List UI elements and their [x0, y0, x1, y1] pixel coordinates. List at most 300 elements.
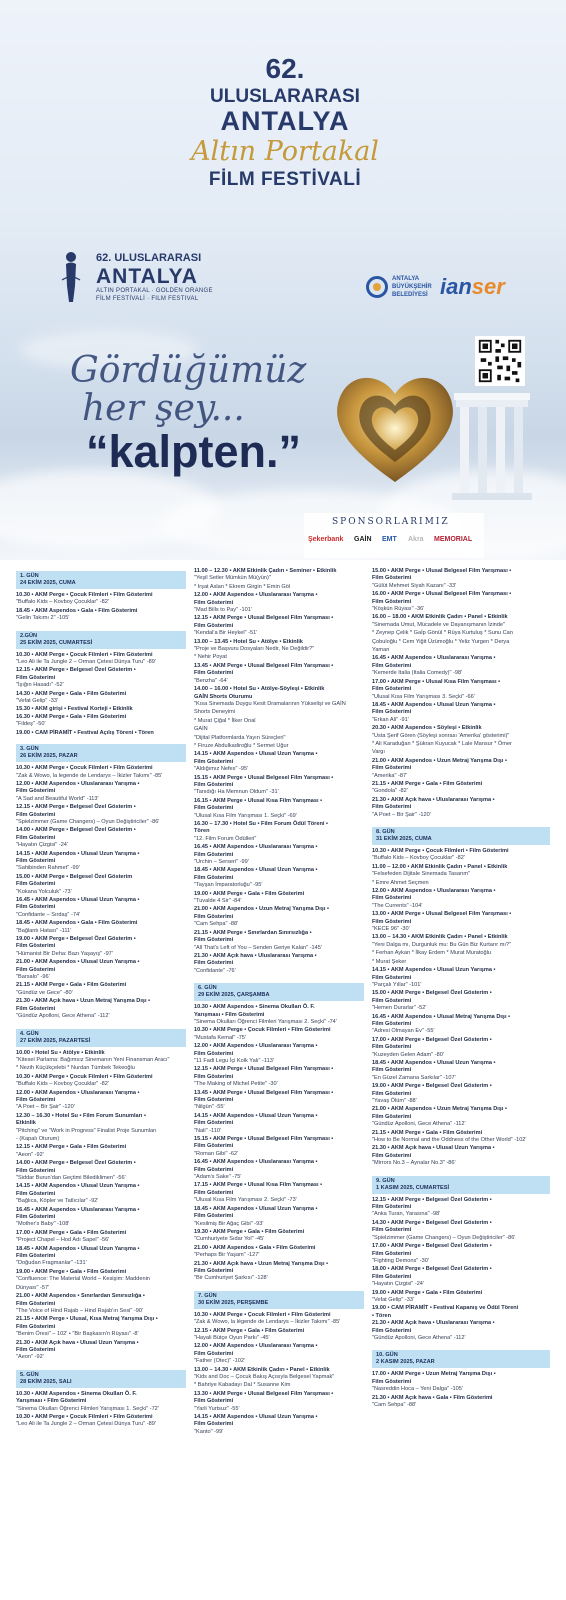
- event-heading: 17.00 • AKM Perge • Belgesel Özel Gösterim •: [372, 1036, 492, 1043]
- event-detail: "İşığın Hasadı" -52': [16, 682, 64, 689]
- event-heading: 14.00 • AKM Perge • Belgesel Özel Gösterim •: [16, 1160, 136, 1167]
- event-heading: 10.00 • Hotel Su • Atölye • Etkinlik: [16, 1049, 105, 1056]
- section-spacer: [16, 1363, 186, 1367]
- day-section: [194, 983, 364, 1288]
- event-heading: 10.30 • AKM Aspendos • Sinema Okulları Ö. F.: [16, 1390, 137, 1397]
- event-detail: "Benzha" -64': [194, 677, 228, 684]
- event-heading: Film Gösterimi: [16, 1253, 56, 1260]
- event-heading: 19.00 • CAM PİRAMİT • Festival Açılış Töreni • Tören: [16, 729, 154, 736]
- event-detail: "Hayatın Çizgisi" -24': [16, 842, 68, 849]
- event-heading: 10.30 • AKM Perge • Çocuk Filmleri • Film Gösterimi: [16, 1073, 153, 1080]
- event-heading: 12.15 • AKM Perge • Ulusal Belgesel Film Yarışması •: [194, 1066, 334, 1073]
- event-detail: "Nali" -110': [194, 1127, 222, 1134]
- event-heading: Film Gösterimi: [372, 1250, 412, 1257]
- event-detail: "Adam's Sake" -75': [194, 1174, 242, 1181]
- event-heading: 12.00 • AKM Aspendos • Uluslararası Yarışma •: [16, 780, 140, 787]
- sponsor-logo: Şekerbank: [308, 536, 344, 543]
- event-heading: Film Gösterimi: [372, 918, 412, 925]
- event-heading: 19.00 • AKM Perge • Gala • Film Gösterimi: [16, 1268, 127, 1275]
- event-detail: * Murat Şeker: [372, 958, 407, 965]
- event-detail: * Ferhan Aykan * İlkay Erdem * Murat Muratoğlu: [372, 950, 491, 957]
- event-heading: 14.15 • AKM Aspendos • Ulusal Uzun Yarışma •: [372, 967, 496, 974]
- day-date: 2 KASIM 2025, PAZAR: [376, 1359, 435, 1366]
- event-detail: "Parçalı Yıllar" -101': [372, 981, 422, 988]
- event-detail: "How to Be Normal and the Oddness of the Other World" -102': [372, 1137, 527, 1144]
- event-heading: Yarışması • Film Gösterimi: [194, 1011, 265, 1018]
- day-header: [16, 1370, 186, 1388]
- event-heading: 11.00 – 12.30 • AKM Etkinlik Çadırı • Seminer • Etkinlik: [194, 568, 337, 574]
- event-detail: Dünyası" -57': [16, 1284, 50, 1291]
- day-section: [16, 744, 186, 1025]
- event-detail: "Siddar Burun'dan Geçtimi Bilediklimen" -56': [16, 1175, 126, 1181]
- sponsor-logo: Akra: [408, 536, 424, 543]
- sponsor-logo: MEMORIAL: [434, 536, 473, 543]
- event-heading: 10.30 • AKM Perge • Çocuk Filmleri • Film Gösterimi: [372, 848, 509, 854]
- event-detail: "Gündüz Apolloni, Gece Athena" -112': [372, 1334, 466, 1341]
- event-heading: 21.30 • AKM Açık hava • Uluslararası Yarışma •: [372, 1320, 495, 1327]
- event-detail: "Adresi Olmayan Ev" -55': [372, 1028, 435, 1035]
- day-number: 2.GÜN: [20, 632, 38, 639]
- event-heading: 14.15 • AKM Aspendos • Ulusal Uzun Yarışma •: [194, 1414, 318, 1421]
- event-detail: "Sinema Okulları Öğrenci Filmleri Yarışması 2. Seçki" -74': [194, 1018, 337, 1025]
- event-heading: 13.45 • AKM Perge • Ulusal Belgesel Film Yarışması •: [194, 662, 334, 669]
- event-heading: Film Gösterimi: [372, 1113, 412, 1120]
- event-detail: "Nilgün" -55': [194, 1104, 225, 1111]
- event-detail: "Bağlantı Hatası" -111': [16, 927, 72, 934]
- event-heading: 10.30 • AKM Perge • Çocuk Filmleri • Film Gösterimi: [16, 651, 153, 658]
- event-heading: 16.45 • AKM Aspendos • Uluslararası Yarışma •: [16, 1206, 140, 1213]
- day-section: [194, 568, 364, 980]
- event-detail: "Spielzimmer (Game Changers) – Oyun Değiştiriciler" -86': [16, 818, 160, 825]
- event-heading: 17.00 • AKM Perge • Belgesel Özel Gösterim •: [372, 1243, 492, 1250]
- event-heading: Film Gösterimi: [194, 1213, 234, 1220]
- event-detail: "Benim Öresi" – 102' • "Bir Başkasın'n Rüyası" -8': [16, 1331, 139, 1338]
- event-detail: "The Currents" -104': [372, 902, 423, 909]
- event-detail: "Pitching" ve "Work in Progress" Finalist Proje Sunumları: [16, 1127, 157, 1134]
- event-heading: 21.00 • AKM Aspendos • Uzun Metraj Yarışma Dışı •: [194, 906, 329, 913]
- festival-logo: [52, 248, 232, 308]
- event-heading: 12.00 • AKM Aspendos • Uluslararası Yarışma •: [194, 1043, 318, 1050]
- event-heading: 21.00 • AKM Aspendos • Uzun Metraj Yarışma Dışı •: [372, 757, 507, 764]
- event-heading: 21.00 • AKM Aspendos • Sınırlardan Sınırsızlığa •: [16, 1293, 145, 1300]
- event-heading: 15.00 • AKM Perge • Ulusal Belgesel Film Yarışması •: [372, 568, 512, 574]
- sponsors-title: SPONSORLARIMIZ: [332, 517, 450, 527]
- event-detail: "Yavaş Ölüm" -88': [372, 1098, 417, 1104]
- event-detail: "Kokana Yolculuk" -73': [16, 888, 72, 895]
- event-detail: "Erkan Ali" -91': [372, 716, 409, 723]
- logo-subtitle-1: ALTIN PORTAKAL · GOLDEN ORANGE: [96, 288, 213, 294]
- event-heading: 13.00 – 13.45 • Hotel Su • Atölye • Etkinlik: [194, 638, 303, 645]
- event-detail: "Father (Otec)" -102': [194, 1358, 246, 1365]
- event-detail: "Amerika" -87': [372, 772, 408, 779]
- event-detail: "Vefat Gelip" -33': [16, 698, 59, 705]
- event-detail: "Kuzeyden Gelen Adam" -80': [372, 1051, 444, 1058]
- event-heading: Film Gösterimi: [194, 874, 234, 881]
- event-heading: 18.45 • AKM Aspendos • Ulusal Uzun Yarışma •: [372, 701, 496, 708]
- event-detail: "The Making of Michel Petite" -30': [194, 1081, 278, 1088]
- day-section: [372, 827, 550, 1173]
- event-heading: 19.00 • AKM Perge • Belgesel Özel Gösterim •: [16, 936, 136, 943]
- event-heading: 15.00 • AKM Perge • Belgesel Özel Gösterim: [16, 873, 133, 880]
- event-detail: "KECE 96" -30': [372, 926, 410, 933]
- title-altin-portakal: Altın Portakal: [191, 136, 379, 167]
- golden-orange-statue-icon: [58, 250, 84, 304]
- event-heading: 18.45 • AKM Aspendos • Gala • Film Gösterimi: [16, 920, 138, 927]
- event-detail: "Hümanist Bir Deha: Bazı Yaşayış" -97': [16, 950, 113, 957]
- event-heading: 14.00 – 16.00 • Hotel Su • Atölye-Söyleşi • Etkinlik: [194, 686, 325, 693]
- anser-logo-a: ian: [440, 274, 472, 299]
- event-heading: Film Gösterimi: [16, 674, 56, 681]
- day-number: 7. GÜN: [198, 1292, 217, 1299]
- event-detail: "Ulusal Kısa Film Yarışması 3. Seçki" -66': [372, 693, 475, 700]
- event-heading: Film Gösterimi: [194, 1166, 234, 1173]
- event-heading: 21.30 • AKM Açık hava • Uzun Metraj Yarışma Dışı •: [16, 998, 151, 1005]
- program-column-1: [16, 568, 186, 1434]
- event-detail: "Fighting Demons" -30': [372, 1257, 429, 1264]
- event-heading: Film Gösterimi: [16, 1214, 56, 1221]
- day-section: [372, 1350, 550, 1414]
- event-heading: 12.00 • AKM Aspendos • Uluslararası Yarışma •: [16, 1089, 140, 1096]
- event-heading: GAİN Shorts Oturumu: [194, 693, 253, 700]
- event-heading: Film Gösterimi: [372, 1044, 412, 1051]
- event-heading: 18.45 • AKM Aspendos • Ulusal Uzun Yarışma •: [194, 1205, 318, 1212]
- day-number: 9. GÜN: [376, 1177, 395, 1184]
- event-heading: Etkinlik: [16, 1120, 36, 1127]
- event-detail: "Sinemada Umut, Mücadele ve Dayanışmanın İzinde": [372, 621, 506, 628]
- event-heading: Film Gösterimi: [372, 1204, 412, 1211]
- event-detail: "Cam Sehpa" -88': [372, 1402, 417, 1408]
- day-number: 10. GÜN: [376, 1352, 398, 1359]
- event-heading: 12.00 • AKM Aspendos • Uluslararası Yarışma •: [372, 888, 496, 895]
- partner-logos: [360, 272, 520, 312]
- day-section: [16, 1370, 186, 1434]
- event-detail: "Mirrors No.3 – Aynalar No.3" -86': [372, 1160, 456, 1167]
- event-heading: Film Gösterimi: [372, 686, 412, 693]
- event-detail: * Murat Çiğal * İlker Onal: [194, 717, 256, 724]
- event-heading: 19.00 • CAM PİRAMİT • Festival Kapanış ve Ödül Töreni: [372, 1305, 519, 1312]
- municipality-name-2: BÜYÜKŞEHİR: [392, 284, 432, 290]
- event-heading: 17.15 • AKM Perge • Ulusal Kısa Film Yarışması •: [194, 1182, 323, 1189]
- event-heading: 19.30 • AKM Perge • Gala • Film Gösterimi: [194, 1228, 305, 1235]
- event-detail: "Bir Cumhuriyet Şarkısı" -128': [194, 1275, 268, 1282]
- event-detail: GAİN: [194, 726, 208, 733]
- event-detail: "Kitesel Parlama: Bağımsız Sinemanın Yeni Finansman Aracı": [16, 1056, 170, 1063]
- event-detail: "Hayali Bütçe Oyun Parkı" -45': [194, 1334, 270, 1341]
- section-spacer: [372, 1410, 550, 1414]
- program-schedule: [0, 568, 566, 1600]
- event-heading: 10.30 • AKM Perge • Çocuk Filmleri • Film Gösterimi: [194, 1027, 331, 1034]
- event-heading: Film Gösterimi: [194, 805, 234, 812]
- section-spacer: [194, 976, 364, 980]
- event-detail: "Mad Bills to Pay" -101': [194, 607, 252, 614]
- event-heading: 14.30 • AKM Perge • Belgesel Özel Gösterim •: [372, 1219, 492, 1226]
- event-heading: Film Gösterimi: [16, 1323, 56, 1330]
- event-heading: Film Gösterimi: [16, 857, 56, 864]
- municipality-name-3: BELEDİYESİ: [392, 292, 428, 298]
- day-date: 29 EKİM 2025, ÇARŞAMBA: [198, 992, 270, 999]
- event-heading: 12.30 – 16.30 • Hotel Su • Film Forum Sunumları •: [16, 1112, 146, 1119]
- event-detail: "A Poet – Bir Şair" -120': [16, 1104, 75, 1111]
- event-detail: "Confluence: The Material World – Kesişim: Maddenin: [16, 1276, 150, 1283]
- section-spacer: [194, 1284, 364, 1288]
- event-heading: 21.15 • AKM Perge • Gala • Film Gösterimi: [16, 982, 127, 989]
- event-detail: "Dijital Platformlarda Yayın Süreçleri": [194, 734, 286, 741]
- section-spacer: [372, 1343, 550, 1347]
- event-detail: "Fildeş" -50': [16, 721, 46, 728]
- event-heading: 15.30 • AKM girişi • Festival Korteji • Etkinlik: [16, 706, 133, 713]
- event-heading: 10.30 • AKM Perge • Çocuk Filmleri • Film Gösterimi: [16, 1413, 153, 1420]
- event-detail: "Confidante – Sırdaş" -74': [16, 911, 81, 918]
- event-heading: Film Gösterimi: [194, 851, 234, 858]
- event-heading: Film Gösterimi: [194, 622, 234, 629]
- event-heading: 21.00 • AKM Aspendos • Gala • Film Gösterimi: [194, 1244, 316, 1251]
- event-heading: 13.00 – 14.30 • AKM Etkinlik Çadırı • Panel • Etkinlik: [194, 1366, 330, 1373]
- event-heading: Film Gösterimi: [194, 1073, 234, 1080]
- festival-title: [150, 55, 420, 191]
- event-detail: * Zeynep Çelik * Gaİp Gönül * Rüya Kurtuluş * Sunu Can: [372, 630, 513, 637]
- hero-banner: [0, 0, 566, 560]
- event-detail: * Nehir Poyat: [194, 654, 227, 661]
- event-heading: 12.15 • AKM Perge • Gala • Film Gösterimi: [16, 1144, 127, 1151]
- event-detail: "Tuvalde 4 Sir" -84': [194, 898, 242, 905]
- day-header: [16, 1029, 186, 1047]
- event-detail: "Leo Ali ile Ta Jungle 2 – Orman Çetesi Dünya Turu" -89': [16, 1421, 156, 1428]
- event-heading: 14.00 • AKM Perge • Belgesel Özel Gösterim •: [16, 827, 136, 834]
- event-heading: Film Gösterimi: [372, 974, 412, 981]
- event-heading: 18.45 • AKM Aspendos • Ulusal Uzun Yarışma •: [16, 1245, 140, 1252]
- event-heading: 10.30 • AKM Perge • Çocuk Filmleri • Film Gösterimi: [194, 1311, 331, 1318]
- event-heading: Film Gösterimi: [372, 709, 412, 716]
- event-heading: 17.00 • AKM Perge • Gala • Film Gösterimi: [16, 1229, 127, 1236]
- event-detail: "Leo Ali ile Ta Jungle 2 – Orman Çetesi Dünya Turu" -89': [16, 659, 156, 666]
- day-number: 6. GÜN: [198, 985, 217, 992]
- event-heading: 21.15 • AKM Perge • Gala • Film Gösterimi: [372, 780, 483, 787]
- event-heading: Film Gösterimi: [16, 1167, 56, 1174]
- event-detail: "En Güzel Zamana Sarkılar" -107': [372, 1074, 456, 1081]
- event-heading: 13.30 • AKM Perge • Ulusal Belgesel Film Yarışması •: [194, 1390, 334, 1397]
- day-section: [16, 631, 186, 741]
- event-heading: 14.15 • AKM Aspendos • Ulusal Uzun Yarışma •: [16, 1183, 140, 1190]
- event-heading: Film Gösterimi: [194, 1143, 234, 1150]
- anser-logo: [440, 274, 505, 300]
- section-spacer: [16, 624, 186, 628]
- day-date: 31 EKİM 2025, CUMA: [376, 836, 432, 842]
- section-spacer: [372, 820, 550, 824]
- event-detail: "Sahibinden Rahmet" -99': [16, 865, 80, 872]
- event-detail: "11 Fadi Legu İçi Kolk Yalı" -113': [194, 1057, 274, 1064]
- event-heading: Film Gösterimi: [372, 765, 412, 772]
- event-detail: * Firuze Abdulkadiroğlu * Sermet Uğur: [194, 742, 289, 749]
- event-detail: "Kesilmiş Bir Ağaç Gibi" -93': [194, 1220, 264, 1227]
- day-date: 25 EKİM 2025, CUMARTESİ: [20, 639, 93, 646]
- event-detail: "Aeon" -92': [16, 1354, 44, 1361]
- event-detail: * Bahriye Kabadayı Dal * Susanne Kim: [194, 1382, 291, 1389]
- event-heading: 21.00 • AKM Aspendos • Uzun Metraj Yarışma Dışı •: [372, 1106, 507, 1113]
- event-heading: Film Gösterimi: [194, 913, 234, 920]
- event-heading: • Tören: [372, 1312, 392, 1319]
- day-number: 1. GÜN: [20, 573, 39, 579]
- event-heading: Film Gösterimi: [194, 670, 234, 677]
- event-heading: 10.30 • AKM Aspendos • Sinema Okulları Ö. F.: [194, 1004, 315, 1011]
- day-number: 4. GÜN: [20, 1030, 39, 1037]
- event-heading: 19.00 • AKM Perge • Gala • Film Gösterimi: [372, 1289, 483, 1296]
- day-date: 26 EKİM 2025, PAZAR: [20, 753, 78, 760]
- event-heading: 21.30 • AKM Açık hava • Uzun Metraj Yarışma Dışı •: [194, 1260, 329, 1267]
- event-detail: "Kids and Doc – Çocuk Bakış Açısıyla Belgesel Yapmak": [194, 1374, 335, 1380]
- event-detail: "Proje ve Başvuru Dosyaları Nedir, Ne Değildir?": [194, 646, 315, 653]
- event-detail: "Cam Sehpa" -88': [194, 921, 239, 928]
- day-number: 5. GÜN: [20, 1371, 39, 1378]
- event-heading: Film Gösterimi: [194, 1398, 234, 1405]
- event-heading: 16.45 • AKM Aspendos • Ulusal Uzun Yarışma •: [16, 897, 140, 903]
- event-heading: 12.00 • AKM Aspendos • Uluslararası Yarışma •: [194, 592, 318, 599]
- event-detail: "Project Chapel – Hod Adı Sapel" -56': [16, 1237, 110, 1244]
- event-detail: "The Voice of Hind Rajab – Hind Rajab'ın Sesi" -90': [16, 1307, 144, 1314]
- event-heading: 18.45 • AKM Aspendos • Ulusal Uzun Yarışma •: [372, 1059, 496, 1066]
- event-heading: 15.15 • AKM Perge • Ulusal Belgesel Film Yarışması •: [194, 774, 334, 781]
- event-heading: 16.30 • AKM Perge • Gala • Film Gösterimi: [16, 713, 127, 720]
- day-header: [16, 631, 186, 649]
- event-heading: 16.45 • AKM Aspendos • Uluslararası Yarışma •: [194, 844, 318, 851]
- event-heading: 16.00 • AKM Perge • Ulusal Belgesel Film Yarışması •: [372, 591, 512, 598]
- event-heading: 16.30 – 17.30 • Hotel Su • Film Forum Ödül Töreni •: [194, 821, 328, 827]
- event-heading: Film Gösterimi: [372, 575, 412, 582]
- municipality-emblem-icon: [366, 276, 388, 298]
- event-heading: Film Gösterimi: [372, 1327, 412, 1334]
- event-detail: "Gündüz Apolloni, Gece Athena" -112': [372, 1121, 466, 1128]
- event-heading: 16.15 • AKM Perge • Ulusal Kısa Film Yarışması •: [194, 797, 323, 804]
- event-heading: 14.30 • AKM Perge • Gala • Film Gösterimi: [16, 690, 127, 697]
- slogan-line-2: her şey...: [82, 388, 245, 429]
- event-detail: "Buffalo Kids – Kovboy Çocuklar" -82': [16, 1081, 109, 1088]
- day-header: [194, 983, 364, 1001]
- event-heading: 21.30 • AKM Açık hava • Uluslararası Yarışma •: [372, 796, 495, 803]
- event-heading: Film Gösterimi: [16, 881, 56, 888]
- event-heading: 21.15 • AKM Perge • Ulusal, Kısa Metraj Yarışma Dışı •: [16, 1316, 158, 1323]
- event-detail: "Yeni Dalga mı, Durgunluk mu: Bu Gün Biz Kurtarır mı?": [372, 941, 512, 948]
- event-detail: "Roman Gibi" -62': [194, 1150, 239, 1157]
- event-detail: "Ulusal Kısa Film Yarışması 2. Seçki" -73': [194, 1197, 297, 1204]
- day-number: 8. GÜN: [376, 829, 395, 835]
- event-heading: Film Gösterimi: [194, 1421, 234, 1428]
- event-heading: Tören: [194, 828, 210, 835]
- event-detail: "Cumhuriyete Sıdar Yol" -45': [194, 1236, 265, 1243]
- event-heading: Film Gösterimi: [194, 1189, 234, 1196]
- sponsors-box: [304, 513, 484, 558]
- event-heading: 14.15 • AKM Aspendos • Ulusal Uzun Yarışma •: [194, 1112, 318, 1119]
- day-header: [372, 1350, 550, 1368]
- event-heading: 13.00 • AKM Perge • Ulusal Belgesel Film Yarışması •: [372, 911, 512, 918]
- anser-logo-b: ser: [471, 274, 505, 299]
- event-heading: 18.45 • AKM Aspendos • Gala • Film Gösterimi: [16, 607, 138, 614]
- event-detail: "Buffalo Kids – Kovboy Çocuklar" -82': [16, 599, 109, 606]
- event-detail: "Köşkün Rüyası" -36': [372, 606, 425, 613]
- event-detail: "12. Film Forum Ödülleri": [194, 835, 257, 842]
- event-heading: 20.30 • AKM Aspendos • Söyleşi • Etkinlik: [372, 725, 482, 732]
- event-heading: 17.00 • AKM Perge • Ulusal Kısa Film Yarışması •: [372, 678, 501, 685]
- title-antalya: ANTALYA: [220, 106, 350, 136]
- event-heading: Film Gösterimi: [372, 1090, 412, 1097]
- event-heading: Film Gösterimi: [16, 1005, 56, 1012]
- event-heading: Film Gösterimi: [372, 997, 412, 1004]
- event-detail: "Felsefeden Dijitale Sinemada Tasarım": [372, 871, 471, 878]
- logo-antalya: ANTALYA: [96, 265, 198, 288]
- event-heading: 19.00 • AKM Perge • Gala • Film Gösterimi: [194, 890, 305, 897]
- event-detail: "Ulusal Kısa Film Yarışması 1. Seçki" -69': [194, 812, 297, 819]
- sponsor-logo: EMT: [382, 536, 397, 543]
- slogan-line-3: “kalpten.”: [86, 426, 302, 477]
- event-heading: Yarışması • Film Gösterimi: [16, 1398, 87, 1405]
- event-detail: "Gündüz ve Gece" -80': [16, 989, 73, 996]
- event-heading: 12.15 • AKM Perge • Ulusal Belgesel Film Yarışması •: [194, 615, 334, 622]
- event-detail: "Buffalo Kids – Kovboy Çocuklar" -82': [372, 855, 465, 862]
- event-detail: "Gülüt Mehmet Siyah Kazanı" -33': [372, 582, 457, 589]
- event-detail: "Kısa Sinemada Duygu Kesit Dramalarının Yükselişi ve GAİN: [194, 700, 346, 707]
- event-heading: 21.15 • AKM Perge • Sınırlardan Sınırsızlığa •: [194, 929, 312, 936]
- event-heading: 21.30 • AKM Açık hava • Ulusal Uzun Yarışma •: [372, 1145, 495, 1152]
- event-detail: "Kanto" -99': [194, 1428, 224, 1435]
- event-heading: 21.00 • AKM Aspendos • Ulusal Uzun Yarışma •: [16, 959, 140, 966]
- event-heading: Film Gösterimi: [16, 811, 56, 818]
- logo-number: 62. ULUSLARARASI: [96, 252, 202, 264]
- event-heading: 11.00 – 12.00 • AKM Etkinlik Çadırı • Panel • Etkinlik: [372, 863, 508, 870]
- day-date: 28 EKİM 2025, SALI: [20, 1378, 72, 1385]
- event-detail: Shorts Deneyimi: [194, 709, 236, 716]
- day-header: [16, 571, 186, 589]
- event-heading: Film Gösterimi: [372, 598, 412, 605]
- event-heading: Film Gösterimi: [16, 1190, 56, 1197]
- day-date: 30 EKİM 2025, PERŞEMBE: [198, 1299, 269, 1306]
- day-section: [16, 1029, 186, 1367]
- event-detail: "Sinema Okulları Öğrenci Filmleri Yarışması 1. Seçki" -72': [16, 1405, 159, 1412]
- event-detail: "Barsalo" -96': [16, 974, 50, 981]
- slogan-line-1: Gördüğümüz: [70, 350, 307, 391]
- event-heading: Film Gösterimi: [16, 834, 56, 841]
- event-detail: "Spielzimmer (Game Changers) – Oyun Değiştiriciler" -86': [372, 1234, 516, 1241]
- event-detail: "Usta Şerif Gören (Söyleşi sonrası 'Amerika' gösterimi)": [372, 732, 510, 739]
- section-spacer: [16, 1430, 186, 1434]
- event-heading: Film Gösterimi: [372, 804, 412, 811]
- day-section: [16, 571, 186, 628]
- qr-code-icon[interactable]: [475, 336, 525, 386]
- day-header: [372, 1176, 550, 1194]
- sponsor-logo: GAİN: [354, 536, 372, 543]
- event-detail: "Aeon" -92': [16, 1151, 44, 1158]
- event-detail: "Bağlıca, Köpler ve Tatlıcılar" -92': [16, 1198, 99, 1205]
- event-heading: Film Gösterimi: [16, 1096, 56, 1103]
- event-detail: "Tanıdığı Ha Memnun Oldum" -31': [194, 789, 279, 796]
- event-detail: "Kemerde Italia (Italia Comedy)" -98': [372, 670, 463, 677]
- event-detail: "Confidante" -76': [194, 967, 236, 974]
- event-heading: Film Gösterimi: [16, 788, 56, 795]
- day-number: 3. GÜN: [20, 746, 39, 753]
- event-heading: Film Gösterimi: [194, 1350, 234, 1357]
- event-detail: * Ali Karaduğan * Şükran Kuyucak * Lale Mansur * Ömer: [372, 740, 512, 747]
- event-detail: "Yeşil Setler Mümkün Mü(yün)": [194, 575, 271, 582]
- event-heading: Film Gösterimi: [194, 960, 234, 967]
- event-heading: Film Gösterimi: [372, 895, 412, 902]
- event-detail: "Gelin Takımı 2" -105': [16, 615, 70, 622]
- day-date: 24 EKİM 2025, CUMA: [20, 580, 76, 586]
- event-heading: 21.30 • AKM Açık hava • Gala • Film Gösterimi: [372, 1394, 493, 1401]
- section-spacer: [372, 1169, 550, 1173]
- event-detail: "Nasreddin Hoca – Yeni Dalga" -105': [372, 1386, 463, 1393]
- event-heading: Film Gösterimi: [372, 1273, 412, 1280]
- event-heading: Film Gösterimi: [194, 599, 234, 606]
- event-heading: 16.45 • AKM Aspendos • Ulusal Metraj Yarışma Dışı •: [372, 1013, 511, 1020]
- event-heading: Film Gösterimi: [16, 1346, 56, 1353]
- event-detail: "Hemen Durarlar" -52': [372, 1005, 427, 1012]
